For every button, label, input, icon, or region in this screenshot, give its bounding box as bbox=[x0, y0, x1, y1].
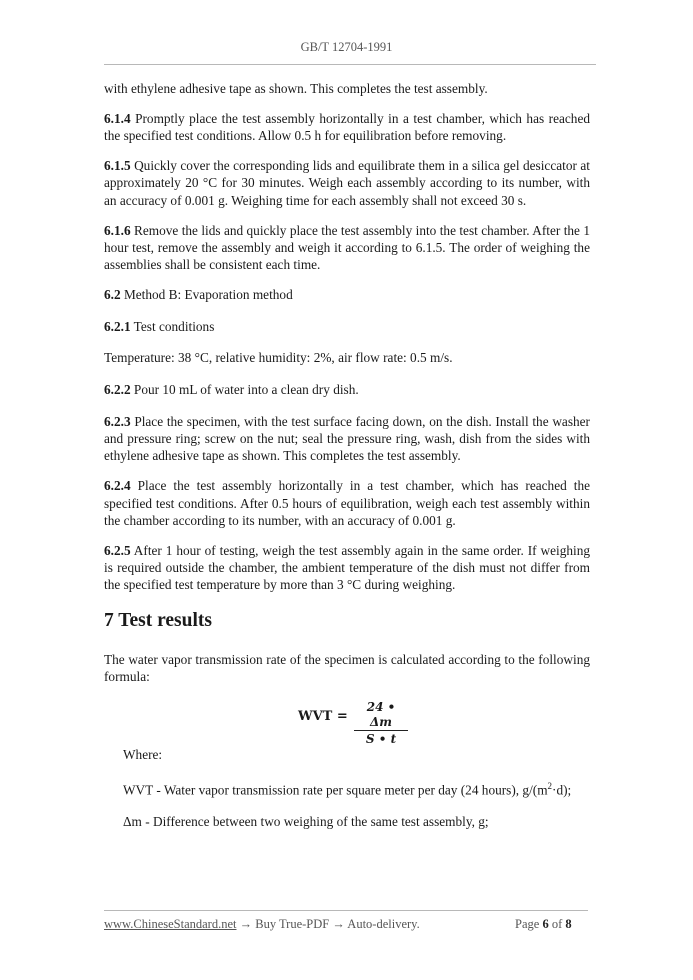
clause-text: Place the test assembly horizontally in a test chamber, which has reached the specified test conditions. After 0.5 hours of equilibration, weigh each test assembly within the chamber according to its number, with an accuracy of 0.001 g. bbox=[104, 478, 590, 528]
footer-delivery-text: Auto-delivery. bbox=[344, 917, 420, 931]
header-divider bbox=[104, 64, 596, 65]
of-label: of bbox=[548, 917, 566, 931]
formula bbox=[104, 698, 590, 746]
clause-number: 6.2.3 bbox=[104, 413, 131, 429]
formula-lhs: WVT = bbox=[298, 708, 348, 724]
section-heading: 7 Test results bbox=[104, 609, 212, 631]
clause-number: 6.2.4 bbox=[104, 478, 131, 494]
website-link[interactable]: www.ChineseStandard.net bbox=[104, 917, 237, 931]
clause-6-2 bbox=[104, 286, 590, 303]
clause-number: 6.1.6 bbox=[104, 222, 131, 238]
footer-buy-text: Buy True-PDF bbox=[252, 917, 333, 931]
clause-6-2-4 bbox=[104, 477, 590, 529]
clause-text: Place the specimen, with the test surface facing down, on the dish. Install the washer and pressure ring; screw on the nut; seal the pressure ring, wash, dish from the sides with ethylene adhesive tape as shown. This completes the test assembly. bbox=[104, 413, 590, 464]
current-page: 6 bbox=[542, 917, 549, 931]
clause-6-1-6 bbox=[104, 222, 590, 274]
clause-6-1-5 bbox=[104, 157, 590, 209]
formula-denominator: S • t bbox=[365, 731, 397, 746]
clause-number: 6.2.1 bbox=[104, 318, 131, 334]
footer-divider bbox=[104, 910, 588, 911]
fraction-bar bbox=[354, 730, 408, 731]
clause-text: Method B: Evaporation method bbox=[120, 287, 293, 303]
page-label: Page bbox=[515, 917, 543, 931]
paragraph-text: Temperature: 38 °C, relative humidity: 2%, air flow rate: 0.5 m/s. bbox=[104, 350, 453, 366]
paragraph-text: with ethylene adhesive tape as shown. This completes the test assembly. bbox=[104, 81, 488, 96]
total-pages: 8 bbox=[565, 917, 572, 931]
clause-text: Remove the lids and quickly place the test assembly into the test chamber. After the 1 hour test, remove the assembly and weigh it according to 6.1.5. The order of weighing the assemblies shall be consistent each time. bbox=[104, 222, 590, 273]
page-header: GB/T 12704-1991 bbox=[300, 40, 393, 54]
clause-text: Quickly cover the corresponding lids and equilibrate them in a silica gel desiccator at approximately 20 °C for 30 minutes. Weigh each assembly according to its number, with an accuracy of 0.001 g. Weighing time for each assembly shall not exceed 30 s. bbox=[104, 158, 590, 208]
superscript: 2 bbox=[547, 780, 553, 791]
clause-text: Test conditions bbox=[130, 318, 215, 334]
definition-text: WVT - Water vapor transmission rate per square meter per day (24 hours), g/(m bbox=[123, 781, 548, 797]
arrow-icon: → bbox=[239, 917, 253, 931]
arrow-icon: → bbox=[332, 917, 345, 931]
formula-fraction bbox=[354, 700, 408, 747]
clause-6-2-2 bbox=[104, 381, 590, 398]
clause-6-2-5 bbox=[104, 542, 590, 594]
clause-number: 6.2.5 bbox=[104, 542, 131, 558]
clause-number: 6.1.5 bbox=[104, 158, 131, 174]
page-number bbox=[515, 917, 572, 932]
clause-number: 6.2.2 bbox=[104, 382, 131, 398]
footer-promo bbox=[104, 917, 420, 932]
definition-delta-m: Δm - Difference between two weighing of the same test assembly, g; bbox=[123, 813, 489, 829]
where-label: Where: bbox=[123, 746, 163, 762]
clause-text: After 1 hour of testing, weigh the test assembly again in the same order. If weighing is required outside the chamber, the ambient temperature of the dish must not differ from the specified test temperature by more than 3 °C during weighing. bbox=[104, 542, 590, 593]
test-conditions-line bbox=[104, 349, 590, 366]
clause-6-1-4 bbox=[104, 110, 590, 145]
definition-wvt bbox=[123, 778, 590, 799]
clause-text: Pour 10 mL of water into a clean dry dish. bbox=[130, 382, 359, 398]
clause-6-2-1 bbox=[104, 318, 590, 335]
formula-expression bbox=[298, 699, 428, 746]
clause-number: 6.1.4 bbox=[104, 110, 131, 126]
paragraph-continuation bbox=[104, 80, 590, 97]
document-body bbox=[104, 80, 590, 844]
clause-number: 6.2 bbox=[104, 287, 121, 303]
formula-intro: The water vapor transmission rate of the specimen is calculated according to the following formula: bbox=[104, 651, 590, 684]
clause-text: Promptly place the test assembly horizontally in a test chamber, which has reached the specified test conditions. Allow 0.5 h for equilibration before removing. bbox=[104, 110, 590, 144]
definition-text-tail: ·d); bbox=[552, 781, 572, 797]
formula-numerator: 24 • Δm bbox=[366, 699, 396, 729]
clause-6-2-3 bbox=[104, 413, 590, 465]
